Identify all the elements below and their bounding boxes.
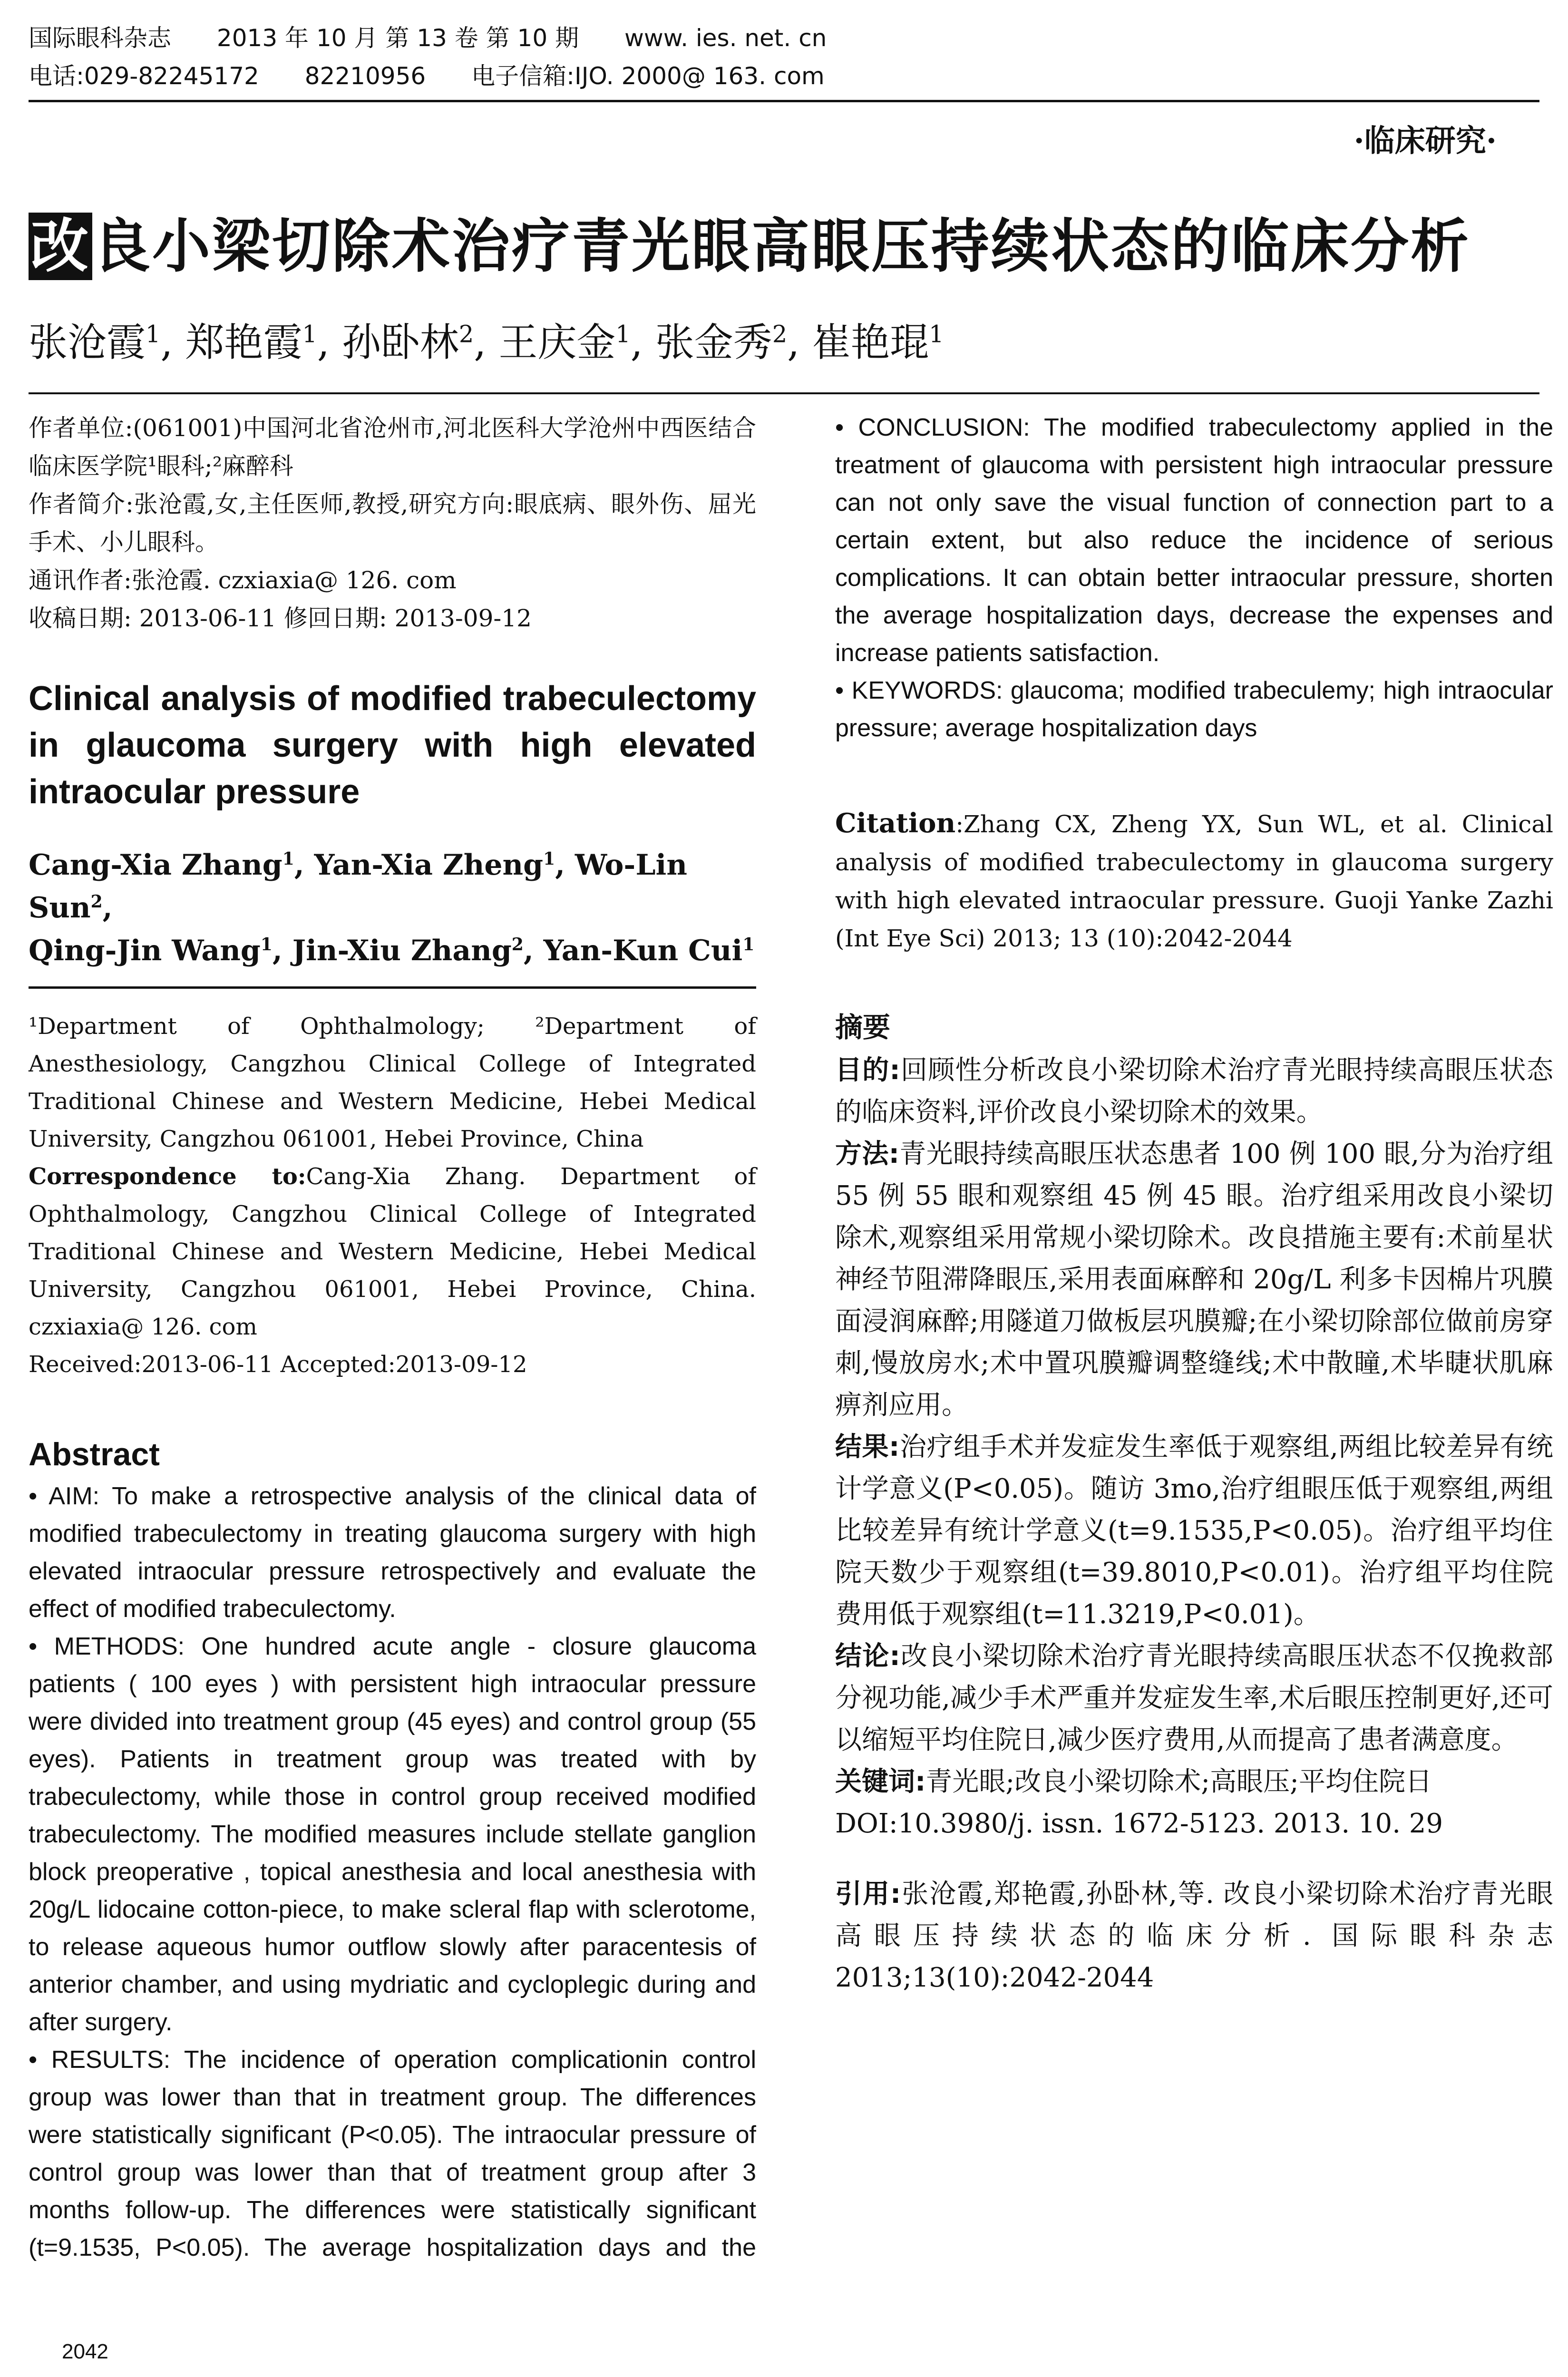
cn-aim: 目的:回顾性分析改良小梁切除术治疗青光眼持续高眼压状态的临床资料,评价改良小梁切除术的效果。: [835, 1055, 1553, 1128]
affiliation-rule: [29, 986, 756, 989]
department: ¹Department of Ophthalmology; ²Department of Anesthesiology, Cangzhou Clinical College of Integrated Traditional Chinese and Western Medicine, Hebei Medical University, Cangzhou 061001, Hebei Province, China: [29, 1013, 756, 1152]
authors-cn: 张沧霞$^1$, 郑艳霞$^1$, 孙卧林$^2$, 王庆金$^1$, 张金秀$^2$, 崔艳琨$^1$: [29, 320, 944, 365]
authors-rule: [29, 392, 1539, 394]
author-intro: 作者简介:张沧霞,女,主任医师,教授,研究方向:眼底病、眼外伤、屈光手术、小儿眼科。: [29, 490, 756, 556]
page-title: [29, 200, 1541, 283]
title-first-char: 改: [29, 213, 92, 280]
author-meta: [29, 409, 756, 637]
author-cn: 张沧霞: [29, 320, 146, 365]
phone: 电话:029-82245172: [29, 62, 259, 90]
dates-en: Received:2013-06-11 Accepted:2013-09-12: [29, 1351, 527, 1378]
abstract-body-right: [835, 409, 1553, 747]
journal-name: 国际眼科杂志: [29, 24, 171, 52]
author-cn: 孙卧林: [341, 320, 459, 365]
cn-doi[interactable]: DOI:10.3980/j. issn. 1672-5123. 2013. 10. 29: [835, 1808, 1443, 1839]
abstract-conclusion: • CONCLUSION: The modified trabeculectomy applied in the treatment of glaucoma with persistent high intraocular pressure can not only save the visual function of connection part to a certain extent, but also reduce the incidence of serious complications. It can obtain better intraocular pressure, shorten the average hospitalization days, decrease the expenses and increase patients satisfaction.: [835, 414, 1553, 667]
abstract-aim: • AIM: To make a retrospective analysis of the clinical data of modified trabeculectomy in treating glaucoma surgery with high elevated intraocular pressure retrospectively and evaluate the effect of modified trabeculectomy.: [29, 1482, 756, 1623]
affiliation-block: [29, 1008, 756, 1383]
abstract-methods: • METHODS: One hundred acute angle - closure glaucoma patients ( 100 eyes ) with persistent high intraocular pressure were divided into treatment group (45 eyes) and control group (55 eyes). Patients in treatment group was treated with by trabeculectomy, while those in control group received modified trabeculectomy. The modified measures include stellate ganglion block preoperative , topical anesthesia and local anesthesia with 20g/L lidocaine cotton-piece, to make scleral flap with sclerotome, to release aqueous humor outflow slowly after paracentesis of anterior chamber, and using mydriatic and cycloplegic during and after surgery.: [29, 1633, 756, 2036]
abstract-body-left: [29, 1478, 756, 2267]
header-rule: [29, 100, 1539, 102]
author-unit: 作者单位:(061001)中国河北省沧州市,河北医科大学沧州中西医结合临床医学院¹眼科;²麻醉科: [29, 414, 756, 480]
abstract-results: • RESULTS: The incidence of operation complicationin control group was lower than that in treatment group. The differences were statistically significant (P<0.05). The intraocular pressure of control group was lower than that of treatment group after 3 months follow-up. The differences were statistically significant (t=9.1535, P<0.05). The average hospitalization days and the: [29, 2046, 756, 2261]
cn-results: 结果:治疗组手术并发症发生率低于观察组,两组比较差异有统计学意义(P<0.05)。随访 3mo,治疗组眼压低于观察组,两组比较差异有统计学意义(t=9.1535,P<0.05)。治疗组平均住院天数少于观察组(t=39.8010,P<0.01)。治疗组平均住院费用低于观察组(t=11.3219,P<0.01)。: [835, 1432, 1553, 1630]
author-cn: 王庆金: [498, 320, 616, 365]
page-number: 2042: [62, 2340, 108, 2363]
author-cn: 崔艳琨: [812, 320, 929, 365]
corresponding-author: 通讯作者:张沧霞. czxiaxia@ 126. com: [29, 566, 457, 594]
author-cn: 张金秀: [655, 320, 772, 365]
cn-methods: 方法:青光眼持续高眼压状态患者 100 例 100 眼,分为治疗组 55 例 55 眼和观察组 45 例 45 眼。治疗组采用改良小梁切除术,观察组采用常规小梁切除术。改良措施主要有:术前星状神经节阻滞降眼压,采用表面麻醉和 20g/L 利多卡因棉片巩膜面浸润麻醉;用隧道刀做板层巩膜瓣;在小梁切除部位做前房穿刺,慢放房水;术中置巩膜瓣调整缝线;术中散瞳,术毕睫状肌麻痹剂应用。: [835, 1139, 1553, 1421]
title-rest: 良小梁切除术治疗青光眼高眼压持续状态的临床分析: [92, 213, 1471, 280]
right-column: [835, 409, 1553, 1999]
english-authors: Cang-Xia Zhang$^1$, Yan-Xia Zheng$^1$, Wo-Lin Sun$^2$, Qing-Jin Wang$^1$, Jin-Xiu Zhang$^2$, Yan-Kun Cui$^1$: [29, 848, 755, 967]
left-column: [29, 409, 756, 2267]
abstract-heading: Abstract: [29, 1436, 160, 1472]
running-header: [29, 19, 1539, 95]
email-link[interactable]: 电子信箱:IJO. 2000@ 163. com: [471, 62, 825, 90]
cn-cite: 引用:张沧霞,郑艳霞,孙卧林,等. 改良小梁切除术治疗青光眼高眼压持续状态的临床分析. 国际眼科杂志 2013;13(10):2042-2044: [835, 1879, 1553, 1993]
cn-conclusion: 结论:改良小梁切除术治疗青光眼持续高眼压状态不仅挽救部分视功能,减少手术严重并发症发生率,术后眼压控制更好,还可以缩短平均住院日,减少医疗费用,从而提高了患者满意度。: [835, 1641, 1553, 1755]
cn-abstract: [835, 1050, 1553, 1999]
author-cn: 郑艳霞: [185, 320, 302, 365]
abstract-keywords: • KEYWORDS: glaucoma; modified trabeculemy; high intraocular pressure; average hospitalization days: [835, 677, 1553, 742]
correspondence: Correspondence to:Cang-Xia Zhang. Department of Ophthalmology, Cangzhou Clinical College of Integrated Traditional Chinese and Western Medicine, Hebei Medical University, Cangzhou 061001, Hebei Province, China. czxiaxia@ 126. com: [29, 1163, 757, 1340]
english-title: Clinical analysis of modified trabeculectomy in glaucoma surgery with high elevated intraocular pressure: [29, 680, 756, 811]
cn-abstract-heading: 摘要: [835, 1011, 891, 1043]
cn-keywords: 关键词:青光眼;改良小梁切除术;高眼压;平均住院日: [835, 1766, 1432, 1797]
dates-cn: 收稿日期: 2013-06-11 修回日期: 2013-09-12: [29, 604, 532, 632]
citation-block: [835, 804, 1553, 957]
website-link[interactable]: www. ies. net. cn: [624, 24, 827, 52]
phone2: 82210956: [304, 62, 426, 90]
section-tag: ·临床研究·: [1354, 123, 1497, 159]
citation-text: :Zhang CX, Zheng YX, Sun WL, et al. Clinical analysis of modified trabeculectomy in glaucoma surgery with high elevated intraocular pressure. Guoji Yanke Zazhi (Int Eye Sci) 2013; 13 (10):2042-2044: [835, 810, 1553, 952]
citation-label: Citation: [835, 808, 956, 839]
issue-info: 2013 年 10 月 第 13 卷 第 10 期: [216, 24, 579, 52]
